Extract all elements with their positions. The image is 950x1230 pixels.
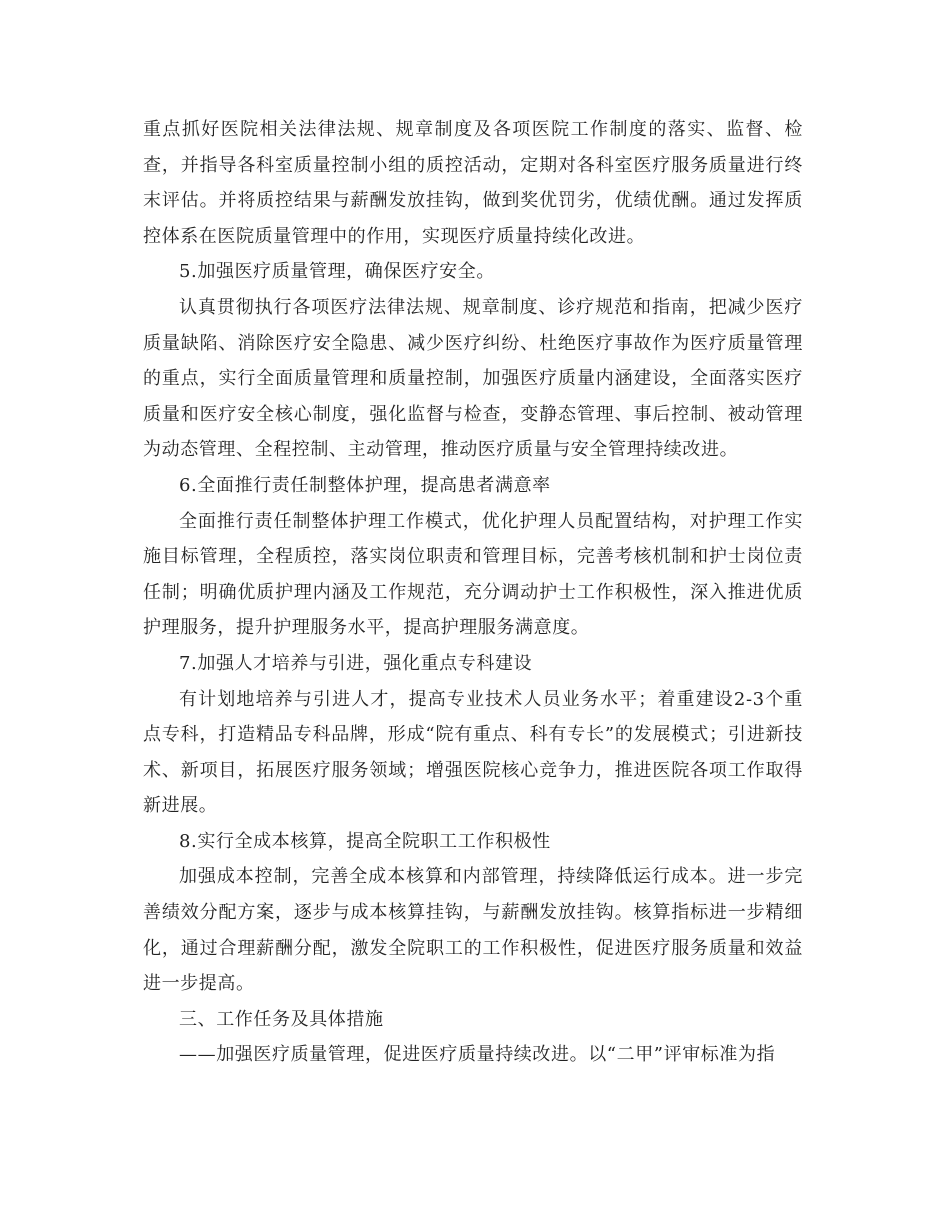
document-body bbox=[143, 112, 803, 1073]
heading-6-responsibility-nursing: 6.全面推行责任制整体护理，提高患者满意率 bbox=[179, 474, 551, 496]
paragraph-talent-training: 有计划地培养与引进人才，提高专业技术人员业务水平；着重建设2-3个重点专科，打造精品专科品牌，形成“院有重点、科有专长”的发展模式；引进新技术、新项目，拓展医疗服务领域；增强医院核心竞争力，推进医院各项工作取得新进展。 bbox=[143, 688, 803, 817]
heading-5-medical-safety: 5.加强医疗质量管理，确保医疗安全。 bbox=[179, 261, 495, 283]
heading-8-cost-accounting: 8.实行全成本核算，提高全院职工工作积极性 bbox=[179, 830, 551, 852]
section-heading-3-tasks-measures: 三、工作任务及具体措施 bbox=[179, 1008, 384, 1030]
paragraph-nursing-model: 全面推行责任制整体护理工作模式，优化护理人员配置结构，对护理工作实施目标管理，全程质控，落实岗位职责和管理目标，完善考核机制和护士岗位责任制；明确优质护理内涵及工作规范，充分调动护士工作积极性，深入推进优质护理服务，提升护理服务水平，提高护理服务满意度。 bbox=[143, 510, 803, 639]
paragraph-quality-improvement: ——加强医疗质量管理，促进医疗质量持续改进。以“二甲”评审标准为指 bbox=[179, 1044, 776, 1066]
heading-7-talent-specialty: 7.加强人才培养与引进，强化重点专科建设 bbox=[179, 652, 533, 674]
paragraph-quality-control-continuation: 重点抓好医院相关法律法规、规章制度及各项医院工作制度的落实、监督、检查，并指导各科室质量控制小组的质控活动，定期对各科室医疗服务质量进行终末评估。并将质控结果与薪酬发放挂钩，做到奖优罚劣，优绩优酬。通过发挥质控体系在医院质量管理中的作用，实现医疗质量持续化改进。 bbox=[143, 119, 803, 247]
paragraph-medical-quality-management: 认真贯彻执行各项医疗法律法规、规章制度、诊疗规范和指南，把减少医疗质量缺陷、消除医疗安全隐患、减少医疗纠纷、杜绝医疗事故作为医疗质量管理的重点，实行全面质量管理和质量控制，加强医疗质量内涵建设，全面落实医疗质量和医疗安全核心制度，强化监督与检查，变静态管理、事后控制、被动管理为动态管理、全程控制、主动管理，推动医疗质量与安全管理持续改进。 bbox=[143, 296, 803, 461]
paragraph-cost-control: 加强成本控制，完善全成本核算和内部管理，持续降低运行成本。进一步完善绩效分配方案，逐步与成本核算挂钩，与薪酬发放挂钩。核算指标进一步精细化，通过合理薪酬分配，激发全院职工的工作积极性，促进医疗服务质量和效益进一步提高。 bbox=[143, 866, 803, 995]
